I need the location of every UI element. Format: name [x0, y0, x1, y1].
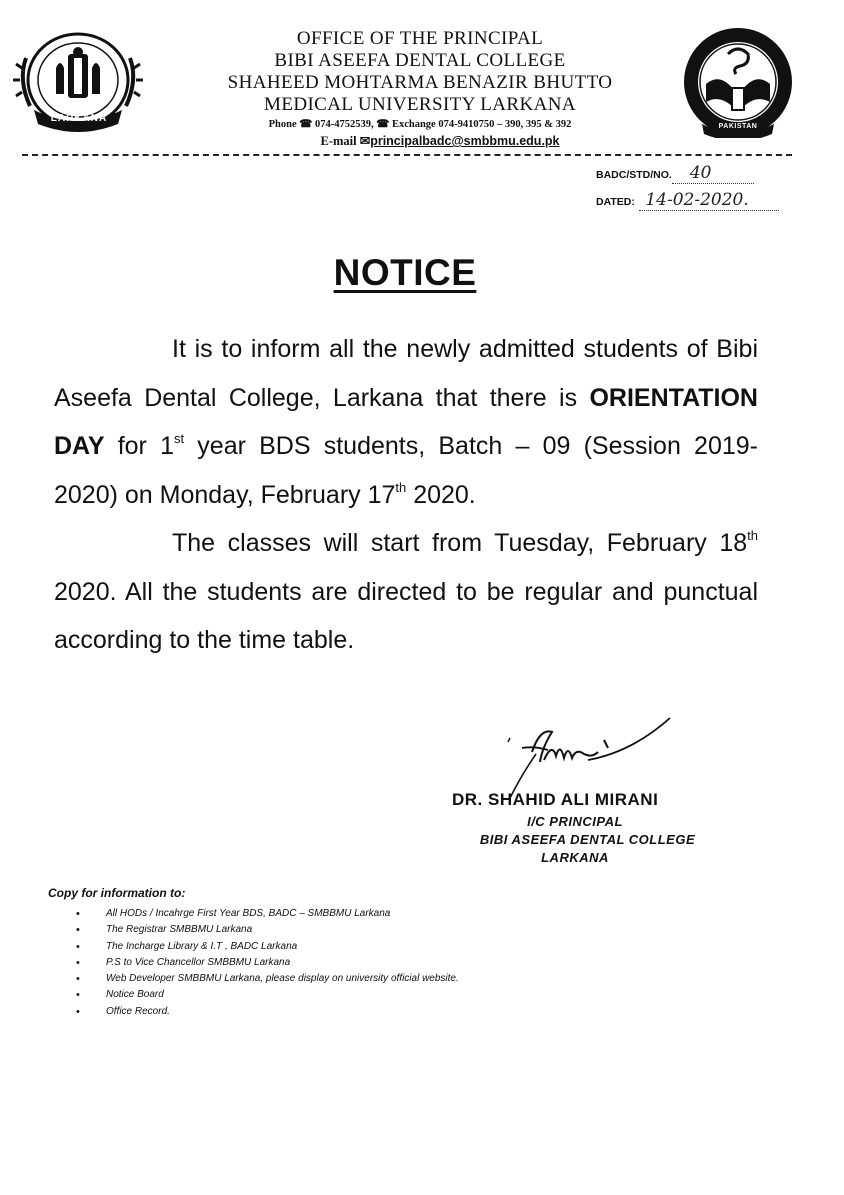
list-item: • Notice Board: [76, 987, 459, 1003]
bullet-icon: •: [76, 908, 80, 920]
letterhead-college: BIBI ASEEFA DENTAL COLLEGE: [274, 50, 566, 71]
notice-paragraph-2: The classes will start from Tuesday, February 18th 2020. All the students are directed to be regular and punctual according to the time table.: [54, 528, 758, 654]
signatory-institution: BIBI ASEEFA DENTAL COLLEGE: [479, 832, 696, 847]
notice-title: NOTICE: [333, 252, 477, 293]
reference-date: [596, 190, 779, 211]
phone-icon: ☎: [299, 119, 313, 130]
envelope-icon: ✉: [359, 134, 371, 148]
letterhead-office: OFFICE OF THE PRINCIPAL: [296, 28, 544, 49]
copy-list-title: Copy for information to:: [48, 886, 186, 900]
email-link[interactable]: principalbadc@smbbmu.edu.pk: [370, 134, 560, 148]
phone-number: 074-4752539,: [315, 119, 374, 130]
university-logo-icon: [676, 24, 806, 138]
bullet-icon: •: [76, 989, 80, 1002]
bullet-icon: •: [76, 956, 80, 969]
letterhead-university: SHAHEED MOHTARMA BENAZIR BHUTTO: [227, 72, 613, 93]
reference-date-value: 14-02-2020.: [645, 190, 749, 210]
signatory-name: DR. SHAHID ALI MIRANI: [452, 790, 659, 809]
notice-body: [54, 325, 758, 665]
signatory-city: LARKANA: [541, 850, 609, 865]
letterhead-divider: [22, 154, 792, 156]
bullet-icon: •: [76, 940, 80, 953]
reference-date-label: DATED:: [596, 196, 635, 208]
list-item: • P.S to Vice Chancellor SMBBMU Larkana: [76, 955, 459, 971]
signatory-designation: I/C PRINCIPAL: [527, 814, 623, 829]
exchange-number: 074-9410750 – 390, 395 & 392: [438, 119, 572, 130]
phone-label: Phone: [268, 119, 297, 130]
orientation-day-emphasis: ORIENTATION DAY: [54, 383, 758, 460]
letterhead-contact: [150, 118, 690, 130]
bullet-icon: •: [76, 924, 80, 937]
reference-number-label: BADC/STD/NO.: [596, 169, 672, 181]
right-logo-label: PAKISTAN: [718, 123, 758, 130]
exchange-label: Exchange: [391, 119, 436, 130]
list-item: • All HODs / Incahrge First Year BDS, BADC – SMBBMU Larkana: [76, 906, 459, 922]
copy-list: [76, 906, 459, 1020]
exchange-phone-icon: ☎: [376, 119, 390, 130]
list-item: • The Registrar SMBBMU Larkana: [76, 922, 459, 938]
letterhead-city: MEDICAL UNIVERSITY LARKANA: [264, 94, 576, 115]
list-item: • The Incharge Library & I.T , BADC Larkana: [76, 939, 459, 955]
list-item: • Office Record.: [76, 1004, 459, 1020]
handwritten-signature-icon: [492, 712, 702, 802]
reference-number-value: 40: [689, 163, 712, 183]
left-logo-label: LARKANA: [50, 113, 108, 124]
list-item: • Web Developer SMBBMU Larkana, please display on university official website.: [76, 971, 459, 987]
bullet-icon: •: [76, 1005, 80, 1018]
letterhead-email: [170, 133, 710, 149]
reference-number: [596, 163, 754, 184]
email-label: E-mail: [320, 134, 357, 148]
bullet-icon: •: [76, 973, 80, 986]
notice-paragraph-1: It is to inform all the newly admitted students of Bibi Aseefa Dental College, Larkana that there is ORIENTATION DAY for 1st year BDS students, Batch – 09 (Session 2019-2020) on Monday, February 17th 2020.: [54, 335, 758, 509]
